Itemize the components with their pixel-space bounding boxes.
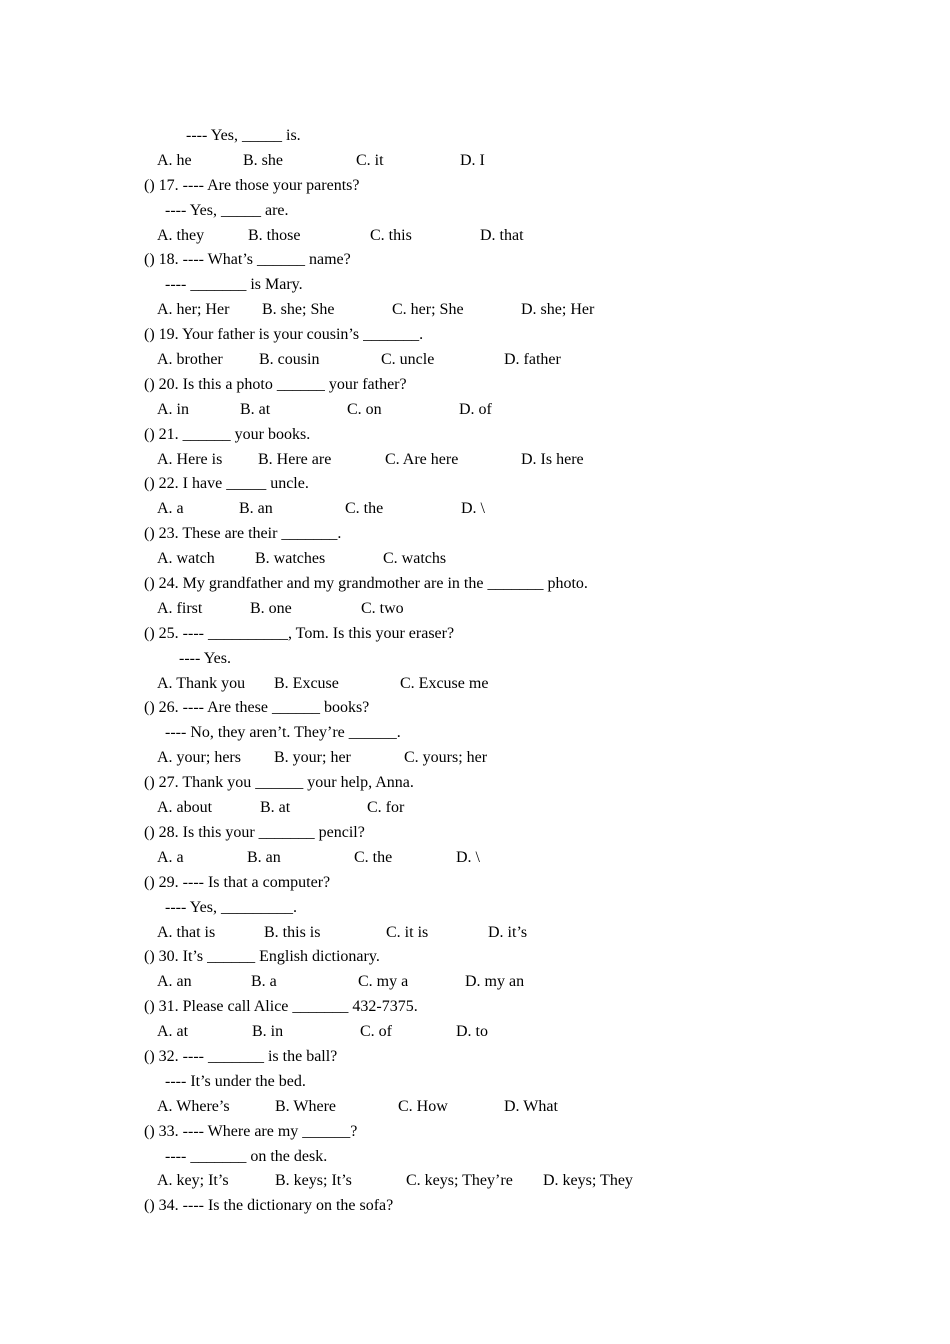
answer-option: A. he: [157, 151, 192, 169]
answer-option: D. \: [461, 500, 485, 518]
question-stem: () 17. ---- Are those your parents?: [144, 176, 360, 194]
answer-options: [0, 1095, 950, 1120]
answer-options: [0, 672, 950, 697]
answer-option: B. at: [240, 400, 271, 418]
answer-options: [0, 846, 950, 871]
answer-option: B. in: [252, 1023, 284, 1041]
answer-option: D. my an: [465, 973, 525, 991]
answer-option: B. those: [248, 226, 301, 244]
answer-option: D. to: [456, 1023, 488, 1041]
dialogue-line: ---- _______ is Mary.: [165, 276, 303, 294]
dialogue-line: ---- No, they aren’t. They’re ______.: [165, 724, 401, 742]
dialogue-line: ---- Yes, _____ are.: [165, 201, 289, 219]
answer-option: B. she; She: [262, 301, 335, 319]
answer-option: B. one: [250, 599, 292, 617]
answer-option: B. she: [243, 151, 283, 169]
answer-option: A. at: [157, 1023, 189, 1041]
question-stem: () 23. These are their _______.: [144, 525, 342, 543]
answer-option: C. keys; They’re: [406, 1172, 513, 1190]
answer-option: D. father: [504, 351, 561, 369]
answer-option: D. it’s: [488, 923, 528, 941]
answer-option: C. Are here: [385, 450, 459, 468]
answer-option: C. for: [367, 799, 405, 817]
answer-option: B. an: [247, 848, 281, 866]
question-stem: () 24. My grandfather and my grandmother are in the _______ photo.: [144, 575, 588, 593]
answer-options: [0, 597, 950, 622]
question-stem: () 32. ---- _______ is the ball?: [144, 1047, 338, 1065]
question-stem: () 26. ---- Are these ______ books?: [144, 699, 370, 717]
question-stem: () 29. ---- Is that a computer?: [144, 873, 331, 891]
answer-option: A. that is: [157, 923, 216, 941]
answer-option: A. your; hers: [157, 749, 241, 767]
answer-option: B. keys; It’s: [275, 1172, 352, 1190]
answer-options: [0, 149, 950, 174]
question-stem: () 20. Is this a photo ______ your father?: [144, 375, 407, 393]
question-stem: () 21. ______ your books.: [144, 425, 311, 443]
answer-option: B. your; her: [274, 749, 351, 767]
answer-options: [0, 448, 950, 473]
dialogue-line: ---- Yes.: [179, 649, 231, 667]
answer-option: C. How: [398, 1097, 448, 1115]
answer-option: C. watchs: [383, 550, 447, 568]
question-stem: () 31. Please call Alice _______ 432-7375.: [144, 998, 418, 1016]
question-stem: () 34. ---- Is the dictionary on the sofa?: [144, 1197, 394, 1215]
answer-option: B. a: [251, 973, 277, 991]
dialogue-line: ---- Yes, _____ is.: [186, 127, 301, 144]
answer-options: [0, 746, 950, 771]
question-stem: () 18. ---- What’s ______ name?: [144, 251, 351, 269]
answer-option: A. about: [157, 799, 213, 817]
answer-option: A. Thank you: [157, 674, 246, 692]
answer-options: [0, 224, 950, 249]
answer-option: B. watches: [255, 550, 326, 568]
question-stem: () 33. ---- Where are my ______?: [144, 1122, 358, 1140]
answer-option: A. watch: [157, 550, 215, 568]
answer-option: C. of: [360, 1023, 392, 1041]
answer-option: A. Where’s: [157, 1097, 230, 1115]
answer-options: [0, 796, 950, 821]
answer-option: B. cousin: [259, 351, 320, 369]
dialogue-line: ---- It’s under the bed.: [165, 1072, 306, 1090]
answer-option: A. brother: [157, 351, 223, 369]
question-stem: () 19. Your father is your cousin’s _______.: [144, 326, 424, 344]
answer-option: A. an: [157, 973, 192, 991]
question-stem: () 25. ---- __________, Tom. Is this your eraser?: [144, 624, 455, 642]
answer-options: [0, 970, 950, 995]
question-stem: () 22. I have _____ uncle.: [144, 475, 309, 493]
answer-option: B. Where: [275, 1097, 337, 1115]
answer-option: D. What: [504, 1097, 558, 1115]
question-stem: () 30. It’s ______ English dictionary.: [144, 948, 380, 966]
dialogue-line: ---- _______ on the desk.: [165, 1147, 328, 1165]
answer-option: C. it is: [386, 923, 429, 941]
answer-option: D. I: [460, 151, 485, 169]
answer-option: C. uncle: [381, 351, 435, 369]
answer-options: [0, 1020, 950, 1045]
answer-option: A. her; Her: [157, 301, 230, 319]
answer-option: A. in: [157, 400, 189, 418]
answer-option: D. \: [456, 848, 480, 866]
answer-options: [0, 298, 950, 323]
answer-option: C. my a: [358, 973, 409, 991]
answer-option: C. the: [354, 848, 393, 866]
answer-option: C. two: [361, 599, 404, 617]
answer-option: C. Excuse me: [400, 674, 489, 692]
answer-option: C. yours; her: [404, 749, 488, 767]
answer-option: A. first: [157, 599, 203, 617]
question-stem: () 28. Is this your _______ pencil?: [144, 823, 365, 841]
answer-option: B. at: [260, 799, 291, 817]
answer-option: A. a: [157, 500, 184, 518]
answer-option: A. Here is: [157, 450, 223, 468]
answer-option: C. it: [356, 151, 384, 169]
question-stem: () 27. Thank you ______ your help, Anna.: [144, 774, 414, 792]
answer-options: [0, 348, 950, 373]
worksheet-page: [0, 124, 950, 1219]
answer-option: D. keys; They: [543, 1172, 633, 1190]
answer-option: D. that: [480, 226, 524, 244]
answer-option: A. a: [157, 848, 184, 866]
answer-option: C. the: [345, 500, 384, 518]
answer-option: A. they: [157, 226, 205, 244]
answer-option: D. Is here: [521, 450, 584, 468]
answer-options: [0, 547, 950, 572]
answer-option: B. Excuse: [274, 674, 339, 692]
answer-options: [0, 398, 950, 423]
answer-option: C. this: [370, 226, 412, 244]
dialogue-line: ---- Yes, _________.: [165, 898, 297, 916]
answer-option: B. this is: [264, 923, 321, 941]
answer-option: C. her; She: [392, 301, 464, 319]
answer-option: D. she; Her: [521, 301, 595, 319]
answer-option: D. of: [459, 400, 492, 418]
answer-options: [0, 921, 950, 946]
answer-option: C. on: [347, 400, 382, 418]
answer-option: A. key; It’s: [157, 1172, 229, 1190]
answer-options: [0, 497, 950, 522]
answer-option: B. an: [239, 500, 273, 518]
answer-option: B. Here are: [258, 450, 332, 468]
answer-options: [0, 1169, 950, 1194]
